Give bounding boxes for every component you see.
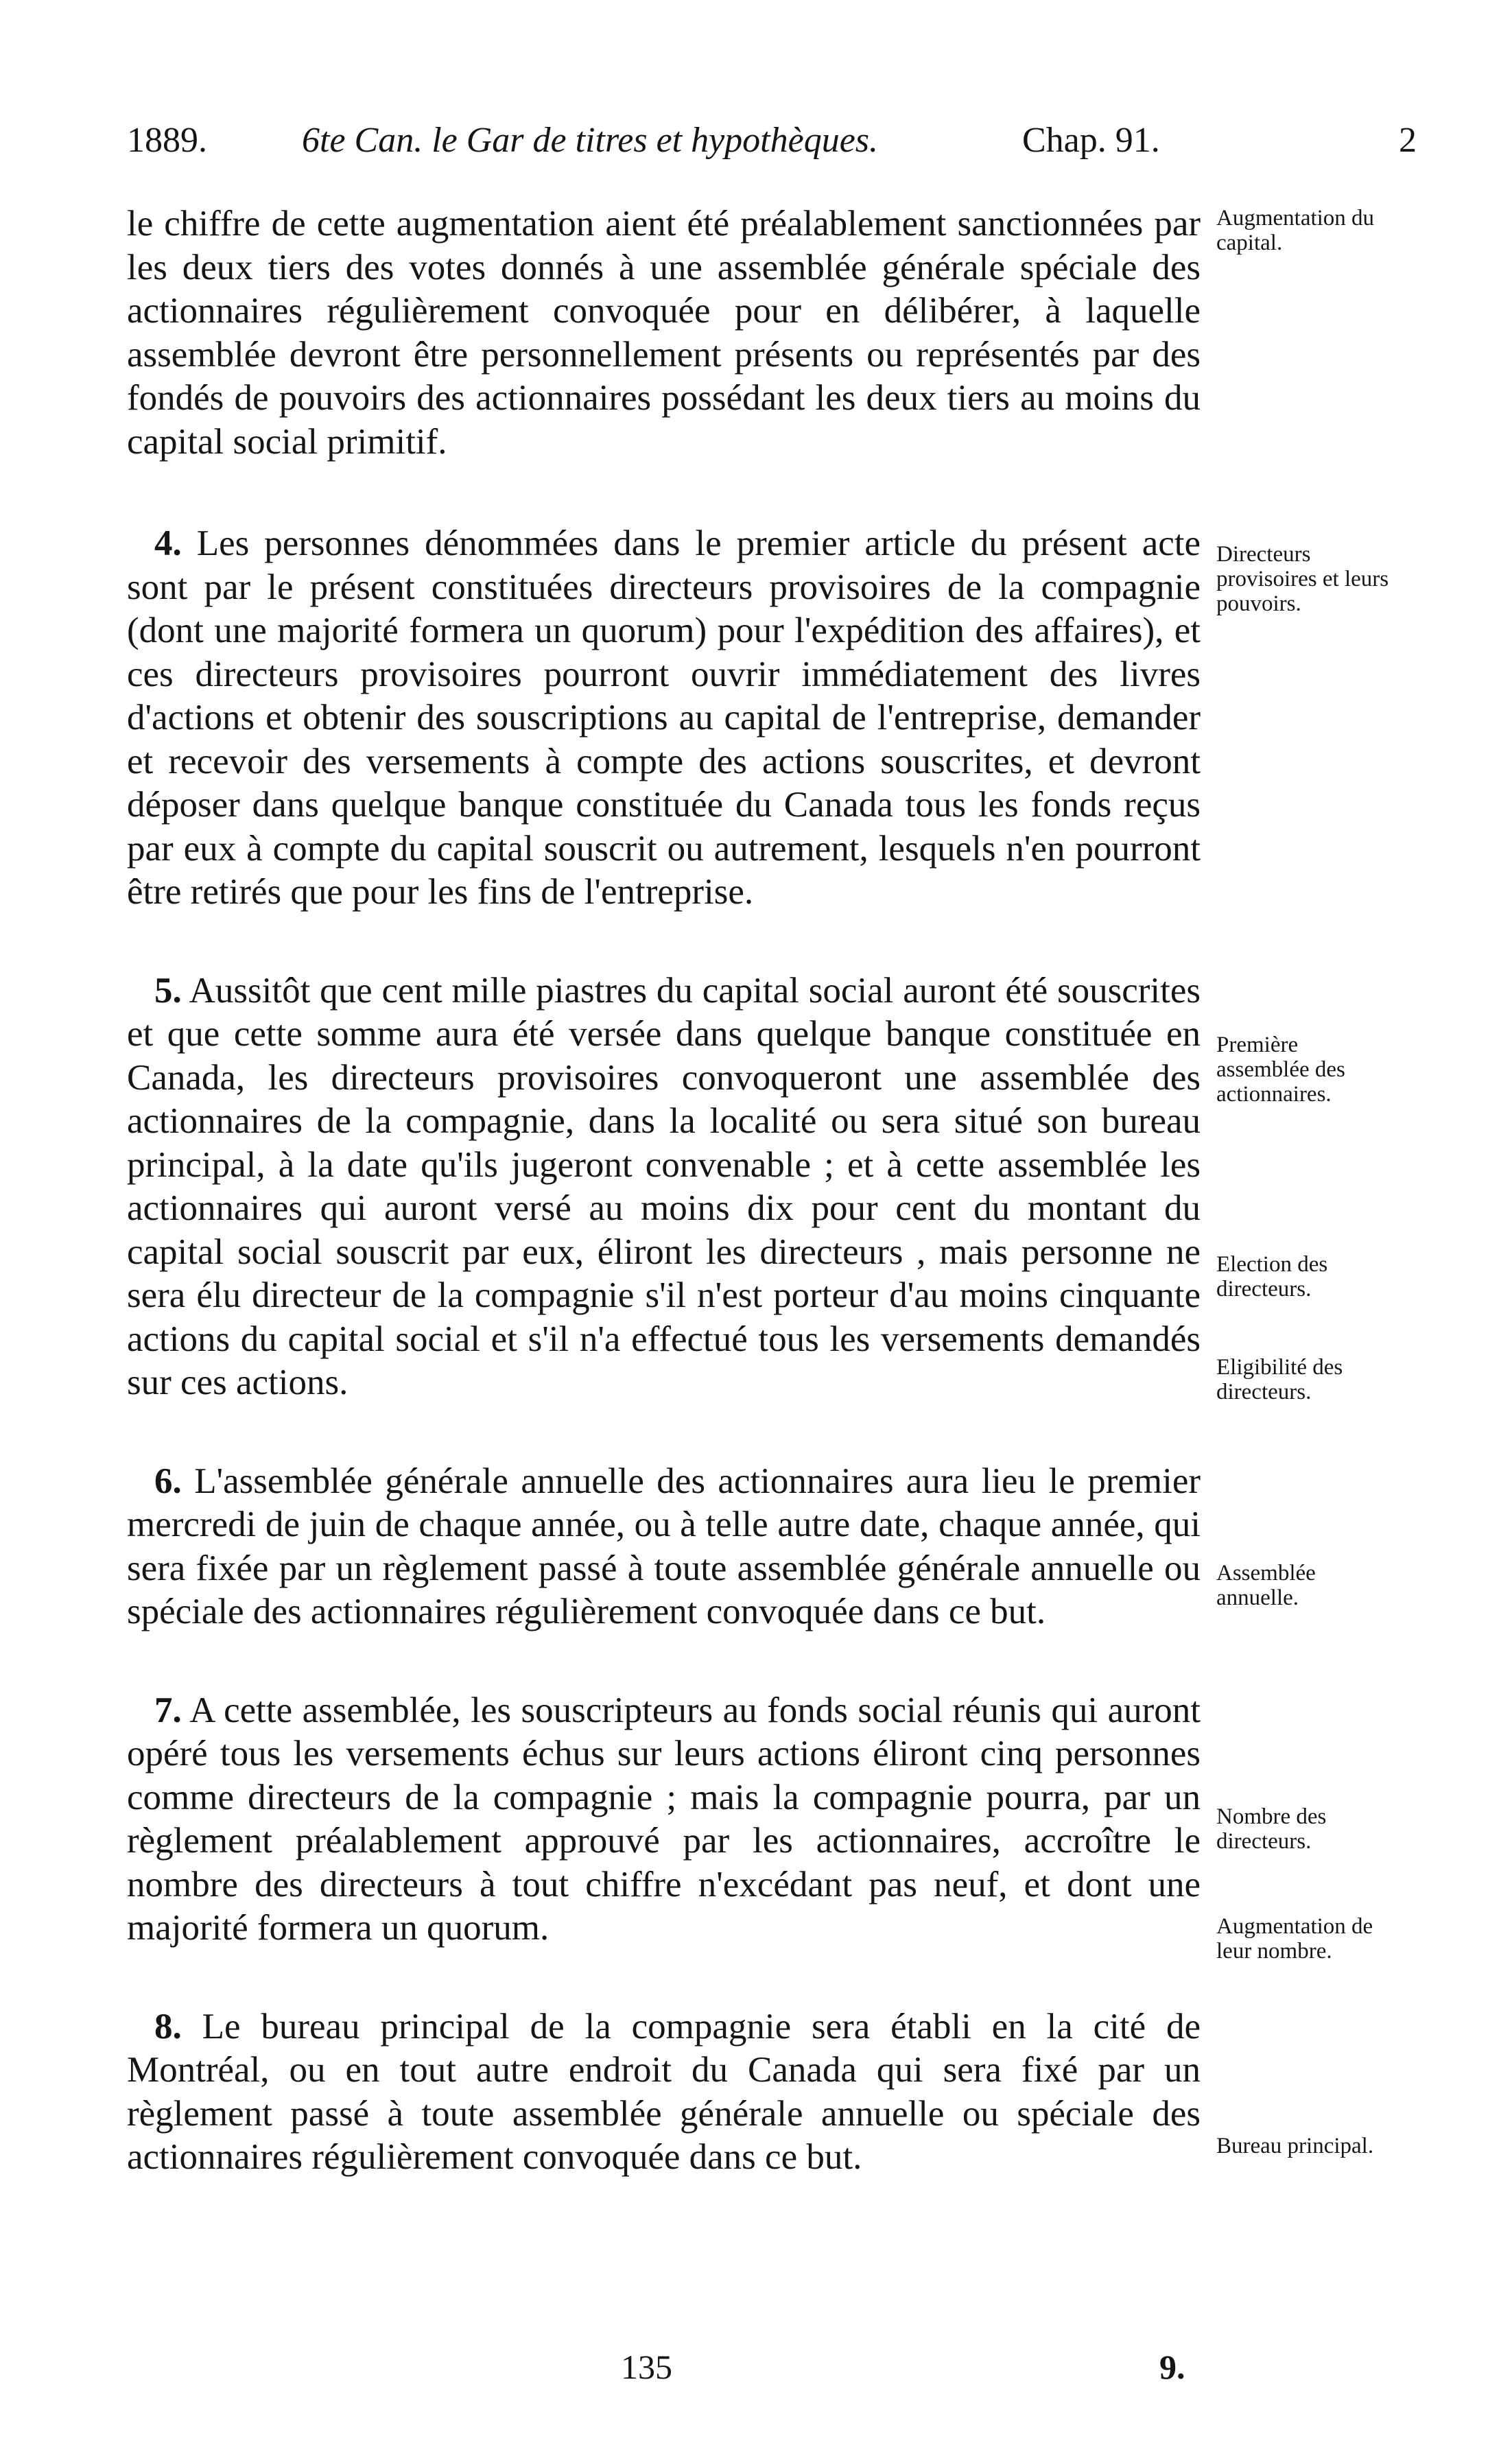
section-4 — [127, 522, 1201, 915]
section-7 — [127, 1689, 1201, 1950]
paragraph-text: le chiffre de cette augmentation aient été préalablement sanctionnées par les deux tiers des votes donnés à une assemblée générale spéciale des actionnaires régulièrement convoquée pour en délibérer, à laquelle assemblée devront être personnellement présents ou représentés par des fondés de pouvoirs des actionnaires possédant les deux tiers au moins du capital social primitif. — [127, 204, 1201, 462]
section-number: 8. — [154, 2006, 182, 2047]
body-text — [127, 202, 1201, 2235]
margin-note-election: Election des directeurs. — [1216, 1252, 1328, 1301]
section-number: 5. — [154, 970, 182, 1011]
section-5 — [127, 969, 1201, 1405]
header-page-number: 2 — [1399, 121, 1417, 160]
paragraph-text: Les personnes dénommées dans le premier article du présent acte sont par le présent constituées directeurs provisoires de la compagnie (dont une majorité formera un quorum) pour l'expédition des affaires), et ces directeurs provisoires pourront ouvrir immédiatement des livres d'actions et obtenir des souscriptions au capital de l'entreprise, demander et recevoir des versements à compte des actions souscrites, et devront déposer dans quelque banque constituée du Canada tous les fonds reçus par eux à compte du capital souscrit ou autrement, lesquels n'en pourront être retirés que pour les fins de l'entreprise. — [127, 523, 1201, 912]
section-number: 6. — [154, 1461, 182, 1501]
footer-catchword: 9. — [1159, 2348, 1185, 2386]
section-6 — [127, 1460, 1201, 1634]
header-chapter: Chap. 91. — [1022, 121, 1160, 160]
margin-note-bureau-principal: Bureau principal. — [1216, 2134, 1374, 2158]
margin-note-eligibilite: Eligibilité des directeurs. — [1216, 1355, 1343, 1404]
paragraph-text: Le bureau principal de la compagnie sera établi en la cité de Montréal, ou en tout autre endroit du Canada qui sera fixé par un règlement passé à toute assemblée générale annuelle ou spéciale des actionnaires régulièrement convoquée dans ce but. — [127, 2006, 1201, 2177]
running-header — [127, 117, 1417, 165]
header-title: 6te Can. le Gar de titres et hypothèques. — [302, 121, 879, 160]
margin-note-augmentation: Augmentation du capital. — [1216, 206, 1375, 255]
section-number: 7. — [154, 1690, 182, 1730]
margin-note-augmentation-nombre: Augmentation de leur nombre. — [1216, 1914, 1373, 1964]
paragraph-text: A cette assemblée, les souscripteurs au fonds social réunis qui auront opéré tous les versements échus sur leurs actions éliront cinq personnes comme directeurs de la compagnie ; mais la compagnie pourra, par un règlement préalablement approuvé par les actionnaires, accroître le nombre des directeurs à tout chiffre n'excédant pas neuf, et dont une majorité formera un quorum. — [127, 1690, 1201, 1948]
footer-page-number: 135 — [621, 2348, 672, 2386]
section-8 — [127, 2005, 1201, 2180]
margin-note-nombre-directeurs: Nombre des directeurs. — [1216, 1804, 1327, 1854]
margin-note-assemblee-annuelle: Assemblée annuelle. — [1216, 1561, 1316, 1610]
section-number: 4. — [154, 523, 182, 563]
margin-note-premiere-assemblee: Première assemblée des actionnaires. — [1216, 1033, 1345, 1107]
header-year: 1889. — [127, 121, 207, 160]
paragraph-text: L'assemblée générale annuelle des actionnaires aura lieu le premier mercredi de juin de chaque année, ou à telle autre date, chaque année, qui sera fixée par un règlement passé à toute assemblée générale annuelle ou spéciale des actionnaires régulièrement convoquée dans ce but. — [127, 1461, 1201, 1631]
paragraph-text: Aussitôt que cent mille piastres du capital social auront été souscrites et que cette somme aura été versée dans quelque banque constituée en Canada, les directeurs provisoires convoqueront une assemblée des actionnaires de la compagnie, dans la localité ou sera situé son bureau principal, à la date qu'ils jugeront convenable ; et à cette assemblée les actionnaires qui auront versé au moins dix pour cent du montant du capital social souscrit par eux, éliront les directeurs , mais personne ne sera élu directeur de la compagnie s'il n'est porteur d'au moins cinquante actions du capital social et s'il n'a effectué tous les versements demandés sur ces actions. — [127, 970, 1201, 1402]
paragraph-continuation — [127, 202, 1201, 464]
margin-note-directeurs-provisoires: Directeurs provisoires et leurs pouvoirs. — [1216, 542, 1389, 616]
